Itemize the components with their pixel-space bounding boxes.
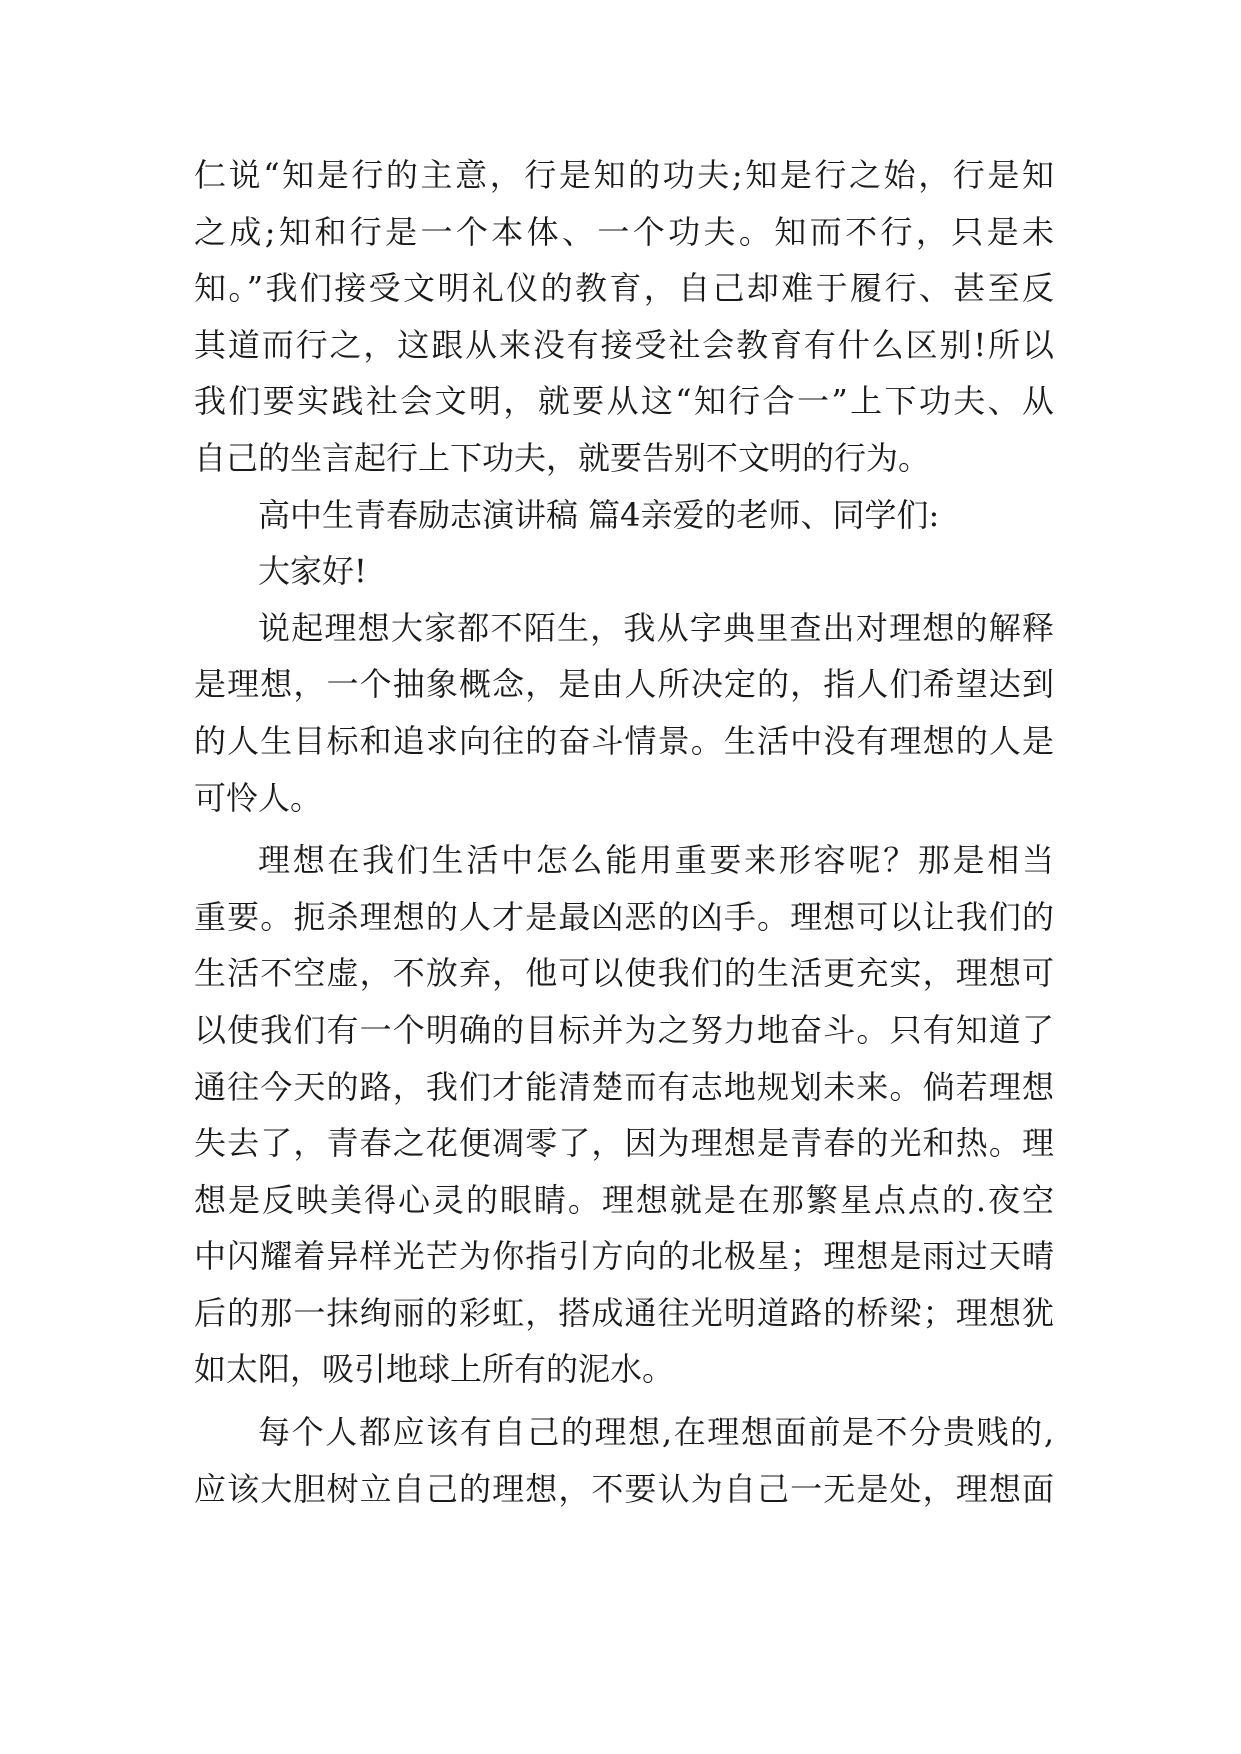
paragraph-line: 自己的坐言起行上下功夫，就要告别不文明的行为。 <box>194 438 931 477</box>
paragraph-line: 可怜人。 <box>194 778 323 817</box>
paragraph-line: 以使我们有一个明确的目标并为之努力地奋斗。只有知道了 <box>194 1010 1054 1049</box>
paragraph-line: 中闪耀着异样光芒为你指引方向的北极星；理想是雨过天晴 <box>194 1237 1054 1276</box>
paragraph-line: 我们要实践社会文明，就要从这“知行合一”上下功夫、从 <box>194 382 1054 421</box>
paragraph-line: 生活不空虚，不放弃，他可以使我们的生活更充实，理想可 <box>194 954 1054 993</box>
paragraph-line: 重要。扼杀理想的人才是最凶恶的凶手。理想可以让我们的 <box>194 897 1054 936</box>
greeting-line: 大家好! <box>258 552 367 591</box>
paragraph-line: 的人生目标和追求向往的奋斗情景。生活中没有理想的人是 <box>194 721 1054 760</box>
paragraph-line: 应该大胆树立自己的理想，不要认为自己一无是处，理想面 <box>194 1469 1054 1508</box>
paragraph-line: 仁说“知是行的主意，行是知的功夫;知是行之始，行是知 <box>194 156 1054 194</box>
paragraph-line: 每个人都应该有自己的理想,在理想面前是不分贵贱的, <box>258 1413 1054 1452</box>
paragraph-line: 其道而行之，这跟从来没有接受社会教育有什么区别!所以 <box>194 325 1054 364</box>
paragraph-line: 说起理想大家都不陌生，我从字典里查出对理想的解释 <box>258 608 1054 647</box>
paragraph-line: 想是反映美得心灵的眼睛。理想就是在那繁星点点的.夜空 <box>194 1180 1054 1219</box>
paragraph-line: 如太阳，吸引地球上所有的泥水。 <box>194 1350 675 1389</box>
document-body <box>194 147 1054 1517</box>
paragraph-line: 失去了，青春之花便凋零了，因为理想是青春的光和热。理 <box>194 1124 1054 1163</box>
paragraph-line: 后的那一抹绚丽的彩虹，搭成通往光明道路的桥梁；理想犹 <box>194 1293 1054 1332</box>
section-heading: 高中生青春励志演讲稿 篇4亲爱的老师、同学们: <box>258 495 940 534</box>
paragraph-line: 是理想，一个抽象概念，是由人所决定的，指人们希望达到 <box>194 665 1054 704</box>
paragraph-line: 知。”我们接受文明礼仪的教育，自己却难于履行、甚至反 <box>194 269 1054 308</box>
paragraph-line: 通往今天的路，我们才能清楚而有志地规划未来。倘若理想 <box>194 1067 1054 1106</box>
paragraph-line: 理想在我们生活中怎么能用重要来形容呢？那是相当 <box>258 841 1054 880</box>
paragraph-line: 之成;知和行是一个本体、一个功夫。知而不行，只是未 <box>194 212 1054 251</box>
